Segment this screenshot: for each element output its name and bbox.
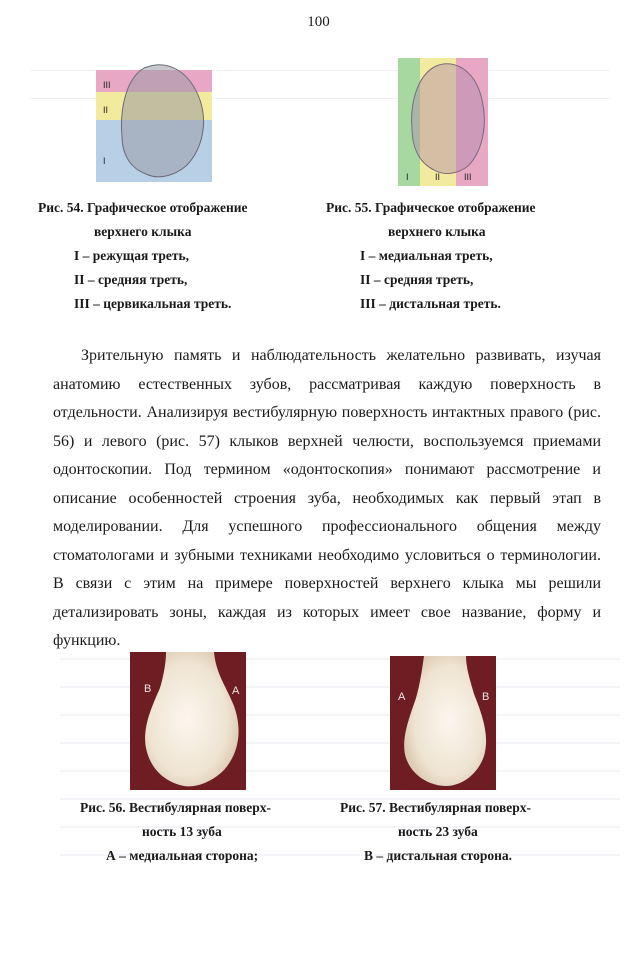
fig54-caption <box>38 196 278 316</box>
fig54-caption-subtitle: верхнего клыка <box>94 224 192 239</box>
fig57-caption <box>340 796 590 868</box>
fig54-label-2: II <box>103 105 109 115</box>
fig56-caption-item: А – медиальная сторона; <box>106 848 259 863</box>
fig57-caption-title: Рис. 57. Вестибулярная поверх- <box>340 800 532 815</box>
fig54-label-3: III <box>103 80 111 90</box>
fig57-label-right: В <box>482 691 490 703</box>
fig55-caption-title: Рис. 55. Графическое отображение <box>326 200 536 215</box>
fig54-tooth-thirds-diagram <box>96 58 212 182</box>
fig56-label-right: А <box>232 685 240 697</box>
fig57-caption-subtitle: ность 23 зуба <box>398 824 478 839</box>
fig56-caption <box>80 796 320 868</box>
fig55-caption-subtitle: верхнего клыка <box>388 224 486 239</box>
fig55-caption <box>326 196 586 316</box>
fig56-label-left: В <box>144 683 152 695</box>
fig54-caption-item: II – средняя треть, <box>74 272 188 287</box>
fig57-label-left: А <box>398 691 406 703</box>
fig54-caption-item: III – цервикальная треть. <box>74 296 232 311</box>
fig55-label-1: I <box>406 172 409 182</box>
fig55-caption-item: III – дистальная треть. <box>360 296 501 311</box>
body-text <box>53 342 601 656</box>
fig55-tooth-thirds-diagram <box>398 58 488 186</box>
body-paragraph: Зрительную память и наблюдательность желательно развивать, изучая анатомию естественных зубов, рассматривая каждую поверхность в отдельности. Анализируя вестибулярную поверхность интактных правого (рис. 56) и левого (рис. 57) клыков верхней челюсти, воспользуемся приемами одонтоскопии. Под термином «одонтоскопия» понимают рассмотрение и описание особенностей строения зуба, необходимых как первый этап в моделировании. Для успешного профессионального общения между стоматологами и зубными техниками необходимо условиться о терминологии. В связи с этим на примере поверхностей верхнего клыка мы решили детализировать зоны, каждая из которых имеет свое название, форму и функцию. <box>53 347 601 649</box>
fig57-tooth-photo <box>390 656 496 790</box>
fig57-caption-item: В – дистальная сторона. <box>364 848 513 863</box>
page-number: 100 <box>307 14 330 30</box>
fig55-tooth-outline <box>412 64 485 174</box>
fig54-caption-title: Рис. 54. Графическое отображение <box>38 200 248 215</box>
fig56-tooth-photo <box>130 652 246 790</box>
fig55-caption-item: I – медиальная треть, <box>360 248 493 263</box>
fig55-caption-item: II – средняя треть, <box>360 272 474 287</box>
fig55-label-2: II <box>435 172 441 182</box>
fig56-caption-title: Рис. 56. Вестибулярная поверх- <box>80 800 272 815</box>
fig54-caption-item: I – режущая треть, <box>74 248 190 263</box>
fig54-label-1: I <box>103 156 106 166</box>
fig55-label-3: III <box>464 172 472 182</box>
fig56-caption-subtitle: ность 13 зуба <box>142 824 222 839</box>
